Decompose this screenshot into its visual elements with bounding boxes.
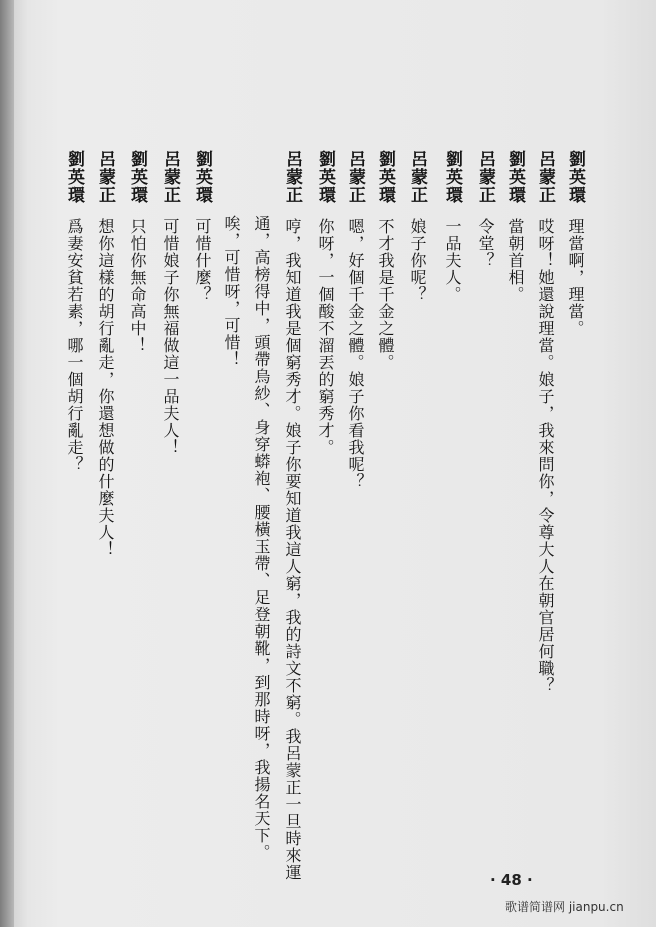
speaker-label: 劉英環 [315,150,335,204]
site-watermark: 歌谱简谱网 jianpu.cn [505,900,624,914]
dialogue-column-15 [125,150,150,354]
speaker-label: 劉英環 [565,150,585,204]
speaker-label: 劉英環 [505,150,525,204]
dialogue-column-10 [280,150,305,881]
dialogue-text: 不才我是千金之體。 [376,218,395,371]
dialogue-text: 哼，我知道我是個窮秀才。娘子你要知道我這人窮，我的詩文不窮。我呂蒙正一旦時來運 [283,218,302,881]
speaker-label: 劉英環 [64,150,84,204]
book-spine-shadow [0,0,14,927]
dialogue-column-4 [473,150,498,269]
dialogue-text: 可惜娘子你無福做這一品夫人！ [161,218,180,456]
dialogue-column-16 [93,150,118,558]
dialogue-column-8 [343,150,368,490]
dialogue-column-9 [313,150,338,456]
speaker-label: 呂蒙正 [95,150,115,204]
dialogue-text-continued: 通，高榜得中，頭帶烏紗、身穿蟒袍、腰橫玉帶、足登朝靴，到那時呀，我揚名天下。 [252,215,271,861]
dialogue-column-2 [533,150,558,694]
dialogue-column-3 [503,150,528,303]
speaker-label: 呂蒙正 [475,150,495,204]
dialogue-text: 理當啊，理當。 [566,218,585,337]
dialogue-column-17 [62,150,87,473]
speaker-label: 劉英環 [442,150,462,204]
speaker-label: 呂蒙正 [407,150,427,204]
dialogue-column-5 [440,150,465,303]
speaker-label: 呂蒙正 [535,150,555,204]
dialogue-text: 只怕你無命高中！ [128,218,147,354]
dialogue-text: 可惜什麼？ [193,218,212,303]
speaker-label: 呂蒙正 [345,150,365,204]
dialogue-text-continued: 唉，可惜呀，可惜！ [222,215,241,368]
dialogue-column-13 [190,150,215,303]
dialogue-text: 一品夫人。 [443,218,462,303]
dialogue-text: 令堂？ [476,218,495,269]
dialogue-text: 嗯，好個千金之體。娘子你看我呢？ [346,218,365,490]
dialogue-text: 哎呀！她還說理當。娘子，我來問你，令尊大人在朝官居何職？ [536,218,555,694]
speaker-label: 劉英環 [192,150,212,204]
dialogue-column-6 [405,150,430,303]
dialogue-text: 爲妻安貧若素，哪一個胡行亂走？ [65,218,84,473]
speaker-label: 呂蒙正 [160,150,180,204]
dialogue-column-14 [158,150,183,456]
dialogue-column-1 [563,150,588,337]
dialogue-text: 娘子你呢？ [408,218,427,303]
page-number: · 48 · [490,871,533,889]
dialogue-text: 想你這樣的胡行亂走，你還想做的什麼夫人！ [96,218,115,558]
dialogue-column-11 [250,215,273,861]
dialogue-column-7 [373,150,398,371]
speaker-label: 呂蒙正 [282,150,302,204]
dialogue-text: 當朝首相。 [506,218,525,303]
speaker-label: 劉英環 [375,150,395,204]
dialogue-text: 你呀，一個酸不溜丟的窮秀才。 [316,218,335,456]
dialogue-column-12 [220,215,243,368]
speaker-label: 劉英環 [127,150,147,204]
